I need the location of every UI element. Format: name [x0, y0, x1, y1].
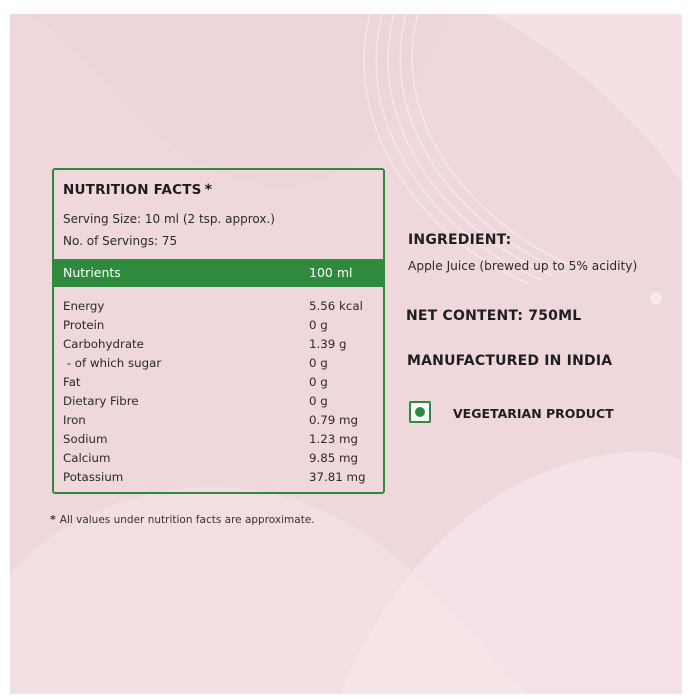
number-of-servings: No. of Servings: 75 [63, 234, 178, 248]
nutrient-name: Fat [63, 375, 81, 389]
nutrient-name: Dietary Fibre [63, 394, 139, 408]
nutrient-value: 0 g [309, 318, 328, 332]
table-row [63, 413, 378, 432]
header-nutrients: Nutrients [63, 265, 121, 280]
footnote [50, 513, 315, 526]
footnote-text: All values under nutrition facts are approximate. [59, 514, 315, 526]
nutrient-name: - of which sugar [63, 356, 162, 370]
nutrient-value: 0.79 mg [309, 413, 358, 427]
table-row [63, 299, 378, 318]
table-row [63, 356, 378, 375]
nutrient-value: 0 g [309, 356, 328, 370]
nutrient-value: 0 g [309, 375, 328, 389]
nutrient-name: Sodium [63, 432, 108, 446]
header-amount: 100 ml [309, 265, 353, 280]
net-content: NET CONTENT: 750ML [406, 308, 582, 324]
nutrient-value: 1.39 g [309, 337, 347, 351]
table-row [63, 318, 378, 337]
serving-size: Serving Size: 10 ml (2 tsp. approx.) [63, 212, 275, 226]
veg-dot [415, 407, 425, 417]
table-row [63, 451, 378, 470]
asterisk-marker: * [50, 513, 56, 526]
ingredient-text: Apple Juice (brewed up to 5% acidity) [408, 259, 638, 273]
nutrient-name: Calcium [63, 451, 111, 465]
nutrient-value: 0 g [309, 394, 328, 408]
nutrition-facts-title [63, 182, 212, 198]
nutrient-value: 37.81 mg [309, 470, 366, 484]
table-row [63, 394, 378, 413]
nutrient-name: Carbohydrate [63, 337, 144, 351]
table-row [63, 375, 378, 394]
nutrients-header-band [54, 259, 383, 287]
nutrition-facts-table [52, 168, 385, 494]
veg-symbol-icon [409, 401, 431, 423]
product-info-panel [10, 14, 682, 694]
nutrient-name: Protein [63, 318, 105, 332]
table-row [63, 432, 378, 451]
nutrient-value: 1.23 mg [309, 432, 358, 446]
manufactured-in: MANUFACTURED IN INDIA [407, 353, 613, 369]
nutrition-title-text: NUTRITION FACTS [63, 182, 202, 198]
nutrient-name: Energy [63, 299, 105, 313]
table-row [63, 470, 378, 489]
vegetarian-label: VEGETARIAN PRODUCT [453, 406, 614, 421]
nutrient-name: Potassium [63, 470, 124, 484]
nutrient-value: 9.85 mg [309, 451, 358, 465]
asterisk-marker: * [204, 182, 213, 198]
table-row [63, 337, 378, 356]
ingredient-heading: INGREDIENT: [408, 232, 512, 248]
nutrient-name: Iron [63, 413, 86, 427]
nutrient-value: 5.56 kcal [309, 299, 363, 313]
